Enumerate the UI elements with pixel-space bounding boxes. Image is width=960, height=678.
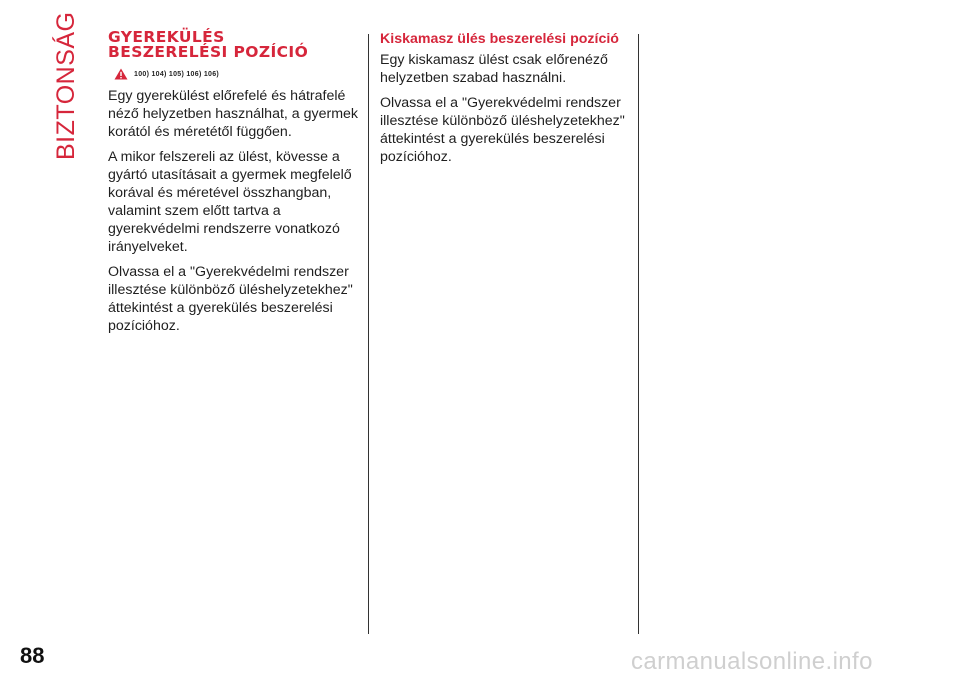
- subsection-title: Kiskamasz ülés beszerelési pozíció: [380, 31, 619, 47]
- section-title-line1: GYEREKÜLÉS: [108, 28, 225, 46]
- section-title-line2: BESZERELÉSI POZÍCIÓ: [108, 43, 309, 61]
- paragraph: A mikor felszereli az ülést, kövesse a gyártó utasításait a gyermek megfelelő korával és méretével összhangban, valamint szem előtt tartva a gyerekvédelmi rendszerre vonatkozó irányelveket.: [108, 149, 352, 255]
- warning-reference-row: [114, 68, 358, 80]
- warning-triangle-icon: [114, 68, 128, 80]
- column-divider-right: [638, 34, 639, 634]
- site-watermark: carmanualsonline.info: [631, 648, 873, 675]
- paragraph: Egy kiskamasz ülést csak előrenéző helyzetben szabad használni.: [380, 52, 608, 86]
- left-column: [108, 30, 358, 342]
- paragraph: Olvassa el a "Gyerekvédelmi rendszer illesztése különböző üléshelyzetekhez" áttekintést a gyerekülés beszerelési pozícióhoz.: [380, 95, 625, 165]
- paragraph: Olvassa el a "Gyerekvédelmi rendszer illesztése különböző üléshelyzetekhez" áttekintést a gyerekülés beszerelési pozícióhoz.: [108, 264, 353, 334]
- section-title: [108, 30, 358, 60]
- page-number: 88: [20, 643, 45, 668]
- paragraph: Egy gyerekülést előrefelé és hátrafelé néző helyzetben használhat, a gyermek korától és méretétől függően.: [108, 88, 359, 140]
- warning-references: 100) 104) 105) 106) 106): [134, 70, 220, 78]
- section-side-label: BIZTONSÁG: [52, 11, 80, 160]
- column-divider-left: [368, 34, 369, 634]
- right-column: [380, 30, 630, 173]
